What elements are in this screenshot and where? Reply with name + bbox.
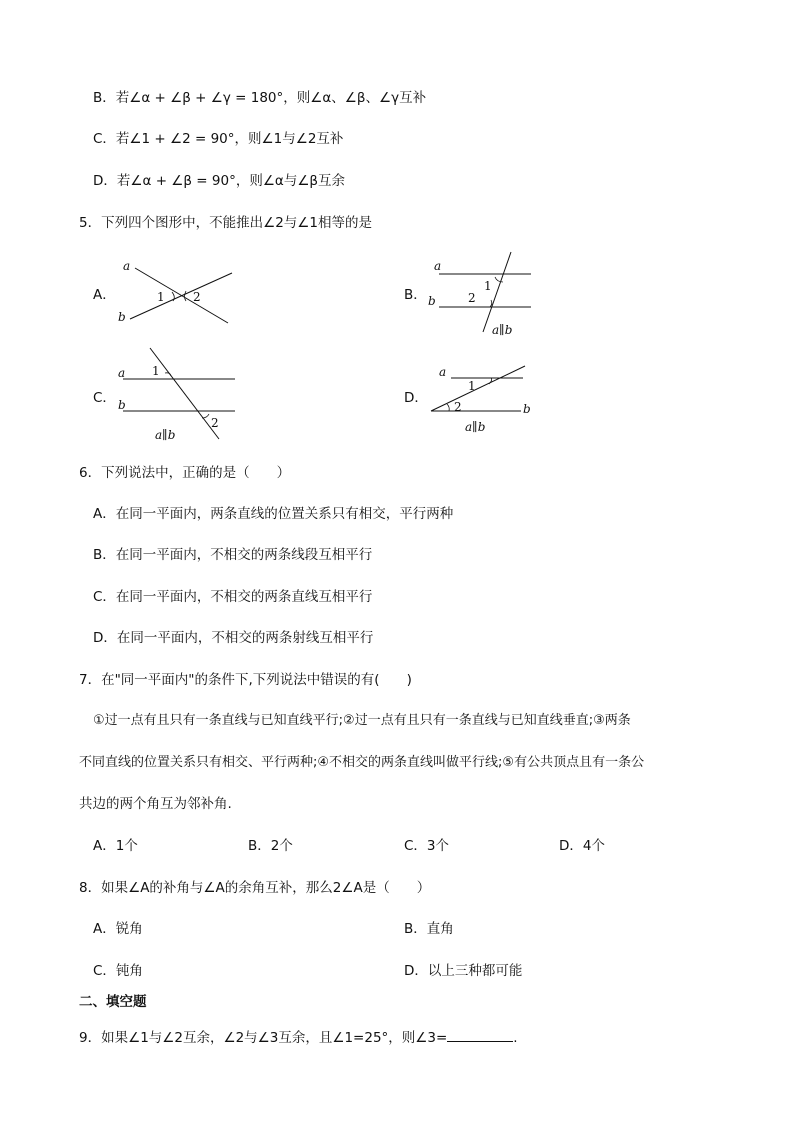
fig-b-label-b: b — [428, 294, 436, 308]
q7-body-line1: ①过一点有且只有一条直线与已知直线平行;②过一点有且只有一条直线与已知直线垂直;③两条 — [93, 713, 631, 728]
q6-option-a: A．在同一平面内，两条直线的位置关系只有相交，平行两种 — [93, 506, 454, 522]
q9-line — [79, 1027, 518, 1048]
q7-body-line2: 不同直线的位置关系只有相交、平行两种;④不相交的两条直线叫做平行线;⑤有公共顶点且有一条公 — [79, 755, 645, 770]
fig-b-parallel-note: a∥b — [492, 323, 513, 337]
q4-option-b: B．若∠α + ∠β + ∠γ = 180°，则∠α、∠β、∠γ互补 — [93, 90, 427, 106]
q4-option-c: C．若∠1 + ∠2 = 90°，则∠1与∠2互补 — [93, 131, 344, 147]
fig-b-label-a: a — [434, 259, 442, 273]
fig-d-label-a: a — [439, 365, 447, 379]
fig-a-angle-2: 2 — [193, 290, 201, 304]
q6-option-b: B．在同一平面内，不相交的两条线段互相平行 — [93, 547, 373, 563]
fig-b-angle-1: 1 — [484, 279, 492, 293]
q5-fig-b-label: B． — [404, 287, 427, 303]
q7-option-b: B．2个 — [248, 838, 293, 854]
q7-option-a: A．1个 — [93, 838, 138, 854]
q8-stem: 8．如果∠A的补角与∠A的余角互补，那么2∠A是（ ） — [79, 880, 431, 896]
q5-fig-a-label: A． — [93, 287, 116, 303]
q8-option-a: A．锐角 — [93, 921, 143, 937]
q9-end: . — [513, 1030, 518, 1046]
q9-answer-blank[interactable] — [447, 1027, 513, 1042]
fig-c-angle-1: 1 — [152, 364, 160, 378]
fig-a-label-b: b — [118, 310, 126, 324]
q5-figure-d — [425, 360, 545, 440]
fig-d-parallel-note: a∥b — [465, 420, 486, 434]
q6-stem: 6．下列说法中，正确的是（ ） — [79, 465, 291, 481]
fig-a-angle-1: 1 — [157, 290, 165, 304]
fig-d-label-b: b — [523, 402, 531, 416]
fig-a-label-a: a — [123, 259, 131, 273]
q7-body-line3: 共边的两个角互为邻补角. — [79, 796, 232, 812]
fig-d-angle-1: 1 — [468, 379, 476, 393]
q5-figure-a — [110, 255, 250, 335]
q5-fig-d-label: D． — [404, 390, 428, 406]
fig-d-angle-2: 2 — [454, 400, 462, 414]
q8-option-c: C．钝角 — [93, 963, 143, 979]
q5-figure-b — [425, 250, 545, 342]
q5-stem: 5．下列四个图形中，不能推出∠2与∠1相等的是 — [79, 215, 372, 231]
fig-c-label-a: a — [118, 366, 126, 380]
fig-c-label-b: b — [118, 398, 126, 412]
q5-fig-c-label: C． — [93, 390, 116, 406]
q4-option-d: D．若∠α + ∠β = 90°，则∠α与∠β互余 — [93, 173, 346, 189]
q7-option-d: D．4个 — [559, 838, 605, 854]
section-fill-in-title: 二、填空题 — [79, 994, 147, 1010]
q8-option-b: B．直角 — [404, 921, 454, 937]
q7-stem: 7．在"同一平面内"的条件下,下列说法中错误的有( ) — [79, 672, 412, 688]
fig-b-angle-2: 2 — [468, 291, 476, 305]
fig-c-parallel-note: a∥b — [155, 428, 176, 442]
q6-option-d: D．在同一平面内，不相交的两条射线互相平行 — [93, 630, 374, 646]
q9-stem: 9．如果∠1与∠2互余，∠2与∠3互余，且∠1=25°，则∠3= — [79, 1030, 448, 1046]
q8-option-d: D．以上三种都可能 — [404, 963, 523, 979]
fig-c-angle-2: 2 — [211, 416, 219, 430]
q5-figure-c — [115, 345, 245, 445]
q6-option-c: C．在同一平面内，不相交的两条直线互相平行 — [93, 589, 373, 605]
q7-option-c: C．3个 — [404, 838, 450, 854]
